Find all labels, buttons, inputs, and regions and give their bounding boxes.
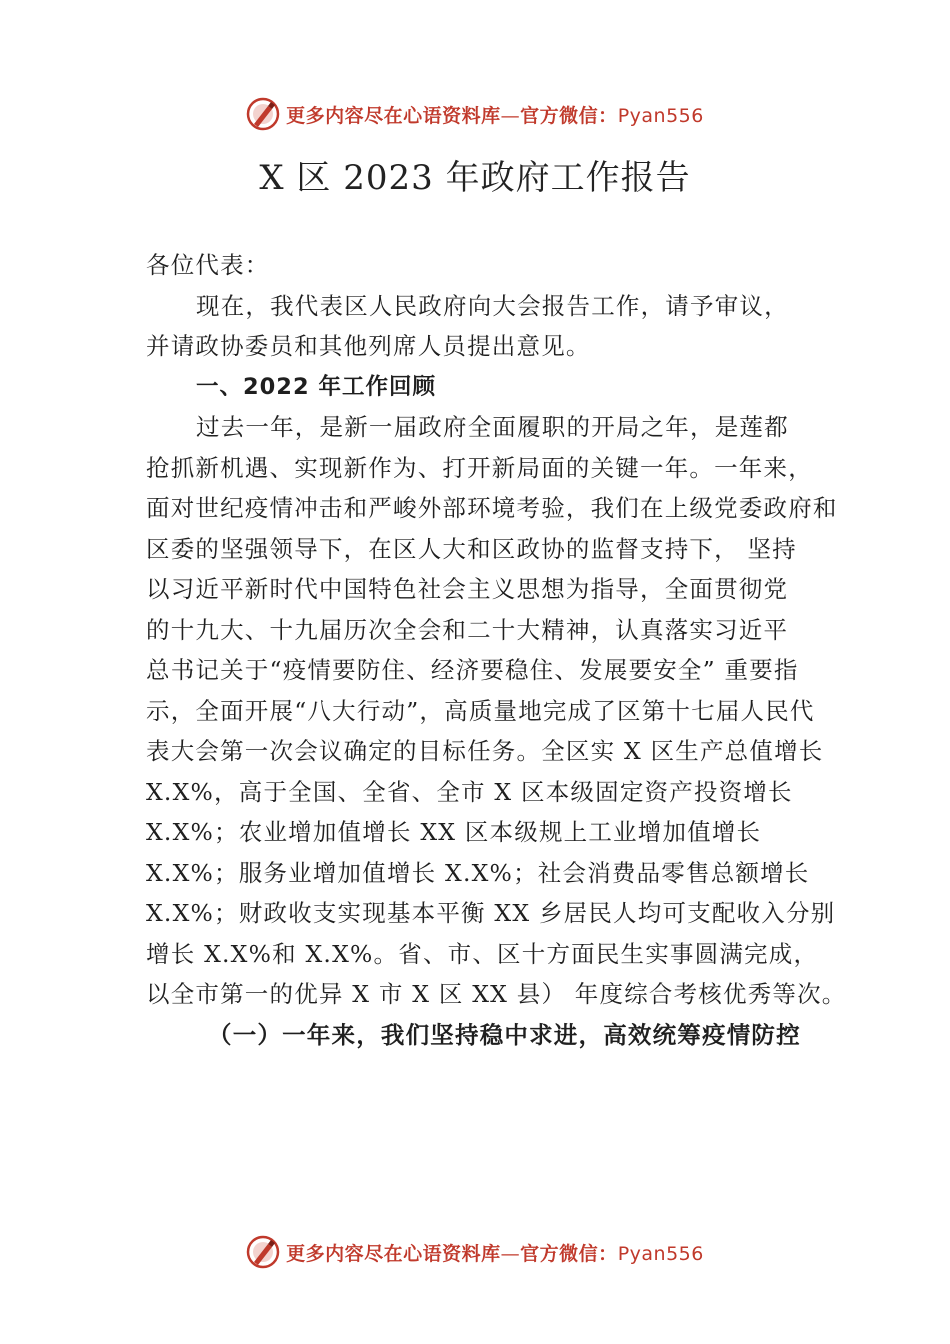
paragraph-line: X.X%；服务业增加值增长 X.X%；社会消费品零售总额增长 bbox=[146, 858, 810, 887]
footer-watermark-banner bbox=[0, 1232, 950, 1272]
watermark-wechat-id: Pyan556 bbox=[617, 1242, 704, 1265]
subsection-heading: （一）一年来，我们坚持稳中求进，高效统筹疫情防控 bbox=[208, 1020, 801, 1049]
paragraph-line: 表大会第一次会议确定的目标任务。全区实 X 区生产总值增长 bbox=[146, 737, 824, 765]
paragraph-line: 现在，我代表区人民政府向大会报告工作，请予审议， bbox=[196, 291, 789, 320]
header-watermark-banner bbox=[0, 94, 950, 134]
paragraph-line: 的十九大、十九届历次全会和二十大精神，认真落实习近平 bbox=[146, 615, 789, 644]
pen-seal-logo-icon bbox=[246, 97, 280, 131]
watermark-wechat-id: Pyan556 bbox=[617, 104, 704, 127]
paragraph-line: 示，全面开展“八大行动”，高质量地完成了区第十七届人民代 bbox=[146, 696, 815, 725]
paragraph-line: 总书记关于“疫情要防住、经济要稳住、发展要安全” 重要指 bbox=[146, 656, 799, 684]
document-body bbox=[146, 245, 847, 1055]
document-title: X 区 2023 年政府工作报告 bbox=[259, 158, 691, 198]
watermark-label: 官方微信： bbox=[520, 1242, 618, 1265]
pen-seal-logo-icon bbox=[246, 1235, 280, 1269]
paragraph-line: 面对世纪疫情冲击和严峻外部环境考验，我们在上级党委政府和 bbox=[146, 494, 838, 522]
salutation: 各位代表： bbox=[146, 251, 270, 279]
watermark-brand: 更多内容尽在心语资料库 bbox=[286, 1242, 501, 1265]
watermark-separator: — bbox=[500, 1242, 521, 1265]
paragraph-line: 以习近平新时代中国特色社会主义思想为指导，全面贯彻党 bbox=[146, 575, 789, 603]
watermark-separator: — bbox=[500, 104, 521, 127]
paragraph-line: 增长 X.X%和 X.X%。省、市、区十方面民生实事圆满完成， bbox=[146, 939, 819, 968]
watermark-text bbox=[286, 1239, 704, 1266]
paragraph-line: 过去一年，是新一届政府全面履职的开局之年，是莲都 bbox=[196, 413, 789, 441]
section-heading: 一、2022 年工作回顾 bbox=[196, 373, 436, 400]
paragraph-line: 以全市第一的优异 X 市 X 区 XX 县） 年度综合考核优秀等次。 bbox=[146, 980, 847, 1008]
paragraph-line: X.X%；农业增加值增长 XX 区本级规上工业增加值增长 bbox=[146, 818, 762, 846]
watermark-text bbox=[286, 101, 704, 128]
paragraph-line: X.X%，高于全国、全省、全市 X 区本级固定资产投资增长 bbox=[146, 777, 793, 806]
watermark-label: 官方微信： bbox=[520, 104, 618, 127]
paragraph-line: 抢抓新机遇、实现新作为、打开新局面的关键一年。一年来， bbox=[146, 453, 813, 482]
paragraph-line: X.X%；财政收支实现基本平衡 XX 乡居民人均可支配收入分别 bbox=[146, 899, 836, 927]
watermark-brand: 更多内容尽在心语资料库 bbox=[286, 104, 501, 127]
paragraph-line: 并请政协委员和其他列席人员提出意见。 bbox=[146, 332, 591, 360]
paragraph-line: 区委的坚强领导下，在区人大和区政协的监督支持下， 坚持 bbox=[146, 534, 797, 563]
